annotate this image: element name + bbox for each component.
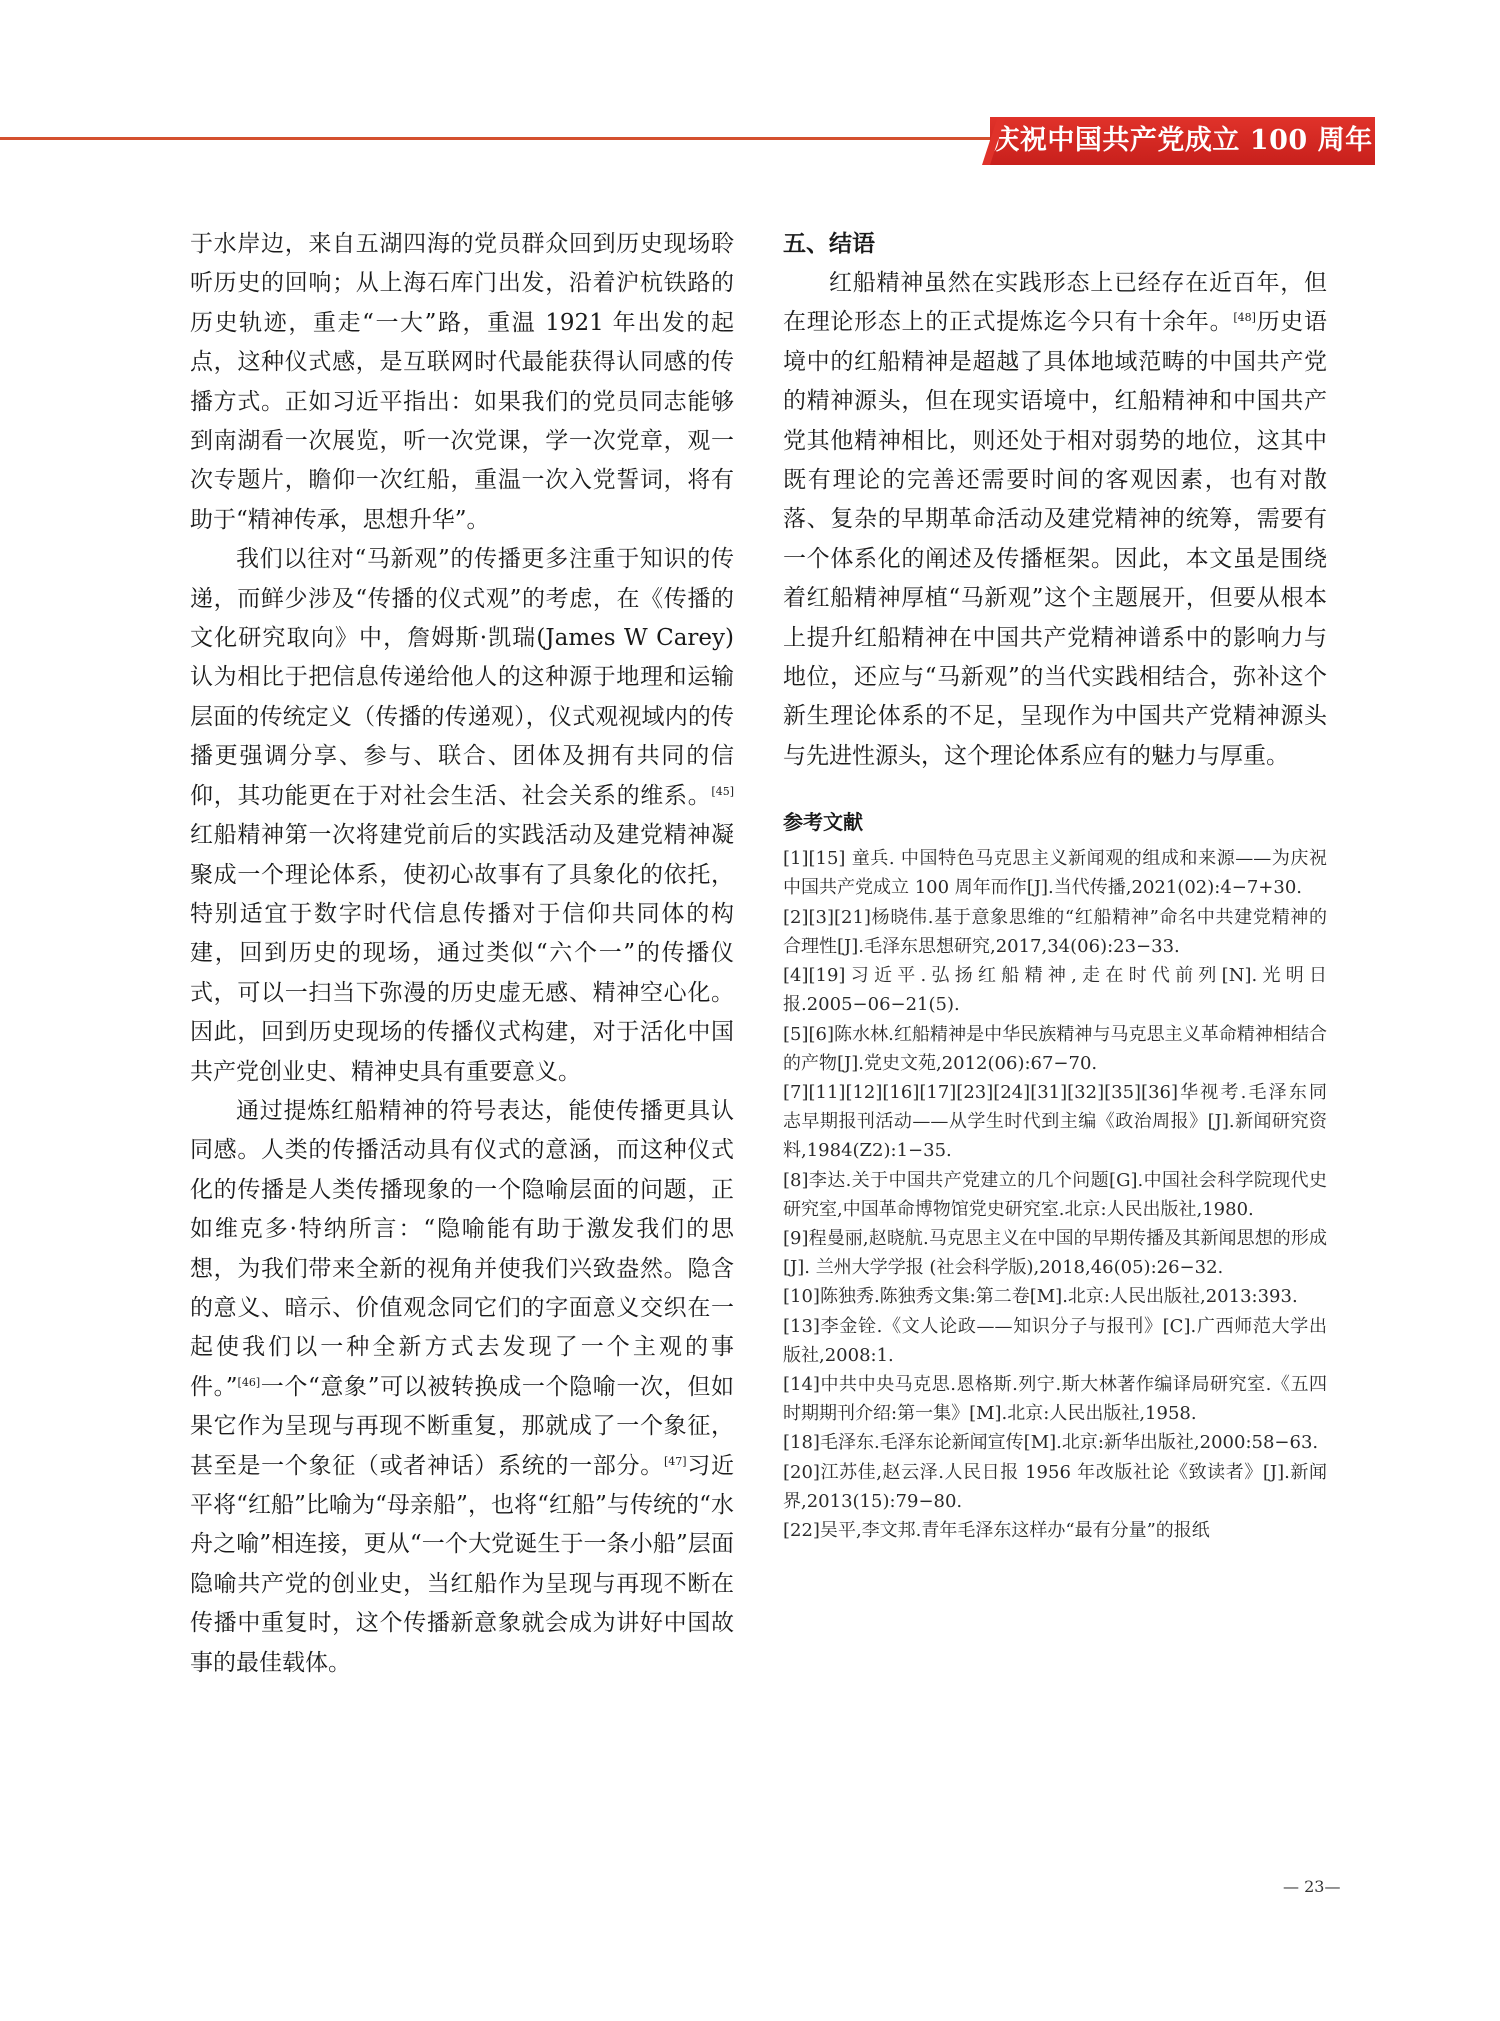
reference-item: [1][15] 童兵. 中国特色马克思主义新闻观的组成和来源——为庆祝中国共产党成立 100 周年而作[J].当代传播,2021(02):4−7+30. <box>783 848 1327 899</box>
reference-item: [8]李达.关于中国共产党建立的几个问题[G].中国社会科学院现代史研究室,中国革命博物馆党史研究室.北京:人民出版社,1980. <box>783 1169 1327 1220</box>
reference-item: [10]陈独秀.陈独秀文集:第二卷[M].北京:人民出版社,2013:393. <box>783 1286 1298 1308</box>
reference-item: [13]李金铨.《文人论政——知识分子与报刊》[C].广西师范大学出版社,2008:1. <box>783 1315 1327 1366</box>
reference-item: [20]江苏佳,赵云泽.人民日报 1956 年改版社论《致读者》[J].新闻界,2013(15):79−80. <box>783 1461 1327 1512</box>
reference-item: [18]毛泽东.毛泽东论新闻宣传[M].北京:新华出版社,2000:58−63. <box>783 1432 1319 1454</box>
references-title: 参考文献 <box>783 810 863 835</box>
page-number: — 23— <box>1283 1877 1341 1896</box>
reference-item: [14]中共中央马克思.恩格斯.列宁.斯大林著作编译局研究室.《五四时期期刊介绍:第一集》[M].北京:人民出版社,1958. <box>783 1373 1327 1425</box>
text-run: 我们以往对“马新观”的传播更多注重于知识的传递，而鲜少涉及“传播的仪式观”的考虑，在《传播的文化研究取向》中，詹姆斯·凯瑞(James W Carey) 认为相比于把信息传递给他人的这种源于地理和运输层面的传统定义（传播的传递观），仪式观视域内的传播更强调分享、参与、联合、团体及拥有共同的信仰，其功能更在于对社会生活、社会关系的维系。 <box>190 546 734 809</box>
paragraph <box>190 540 734 1092</box>
header-rule <box>0 137 1000 140</box>
text-run: 历史语境中的红船精神是超越了具体地域范畴的中国共产党的精神源头，但在现实语境中，红船精神和中国共产党其他精神相比，则还处于相对弱势的地位，这其中既有理论的完善还需要时间的客观因素，也有对散落、复杂的早期革命活动及建党精神的统筹，需要有一个体系化的阐述及传播框架。因此，本文虽是围绕着红船精神厚植“马新观”这个主题展开，但要从根本上提升红船精神在中国共产党精神谱系中的影响力与地位，还应与“马新观”的当代实践相结合，弥补这个新生理论体系的不足，呈现作为中国共产党精神源头与先进性源头，这个理论体系应有的魅力与厚重。 <box>783 309 1328 769</box>
references-list <box>783 844 1327 1545</box>
text-run: 红船精神虽然在实践形态上已经存在近百年，但在理论形态上的正式提炼迄今只有十余年。 <box>783 270 1327 336</box>
paragraph <box>190 1092 734 1683</box>
reference-item: [5][6]陈水林.红船精神是中华民族精神与马克思主义革命精神相结合的产物[J].党史文苑,2012(06):67−70. <box>783 1023 1327 1074</box>
reference-item: [7][11][12][16][17][23][24][31][32][35][36]华视考.毛泽东同志早期报刊活动——从学生时代到主编《政治周报》[J].新闻研究资料,1984(Z2):1−35. <box>783 1081 1327 1162</box>
paragraph: 于水岸边，来自五湖四海的党员群众回到历史现场聆听历史的回响；从上海石库门出发，沿着沪杭铁路的历史轨迹，重走“一大”路，重温 1921 年出发的起点，这种仪式感，是互联网时代最能获得认同感的传播方式。正如习近平指出：如果我们的党员同志能够到南湖看一次展览，听一次党课，学一次党章，观一次专题片，瞻仰一次红船，重温一次入党誓词，将有助于“精神传承，思想升华”。 <box>190 231 734 533</box>
citation-mark: [47] <box>664 1454 687 1468</box>
reference-item: [2][3][21]杨晓伟.基于意象思维的“红船精神”命名中共建党精神的合理性[J].毛泽东思想研究,2017,34(06):23−33. <box>783 906 1327 957</box>
paragraph <box>783 264 1327 776</box>
reference-item: [22]吴平,李文邦.青年毛泽东这样办“最有分量”的报纸 <box>783 1519 1210 1541</box>
text-run: 一个“意象”可以被转换成一个隐喻一次，但如果它作为呈现与再现不断重复，那就成了一个象征，甚至是一个象征（或者神话）系统的一部分。 <box>190 1373 734 1479</box>
left-column <box>190 225 734 1683</box>
text-run: 红船精神第一次将建党前后的实践活动及建党精神凝聚成一个理论体系，使初心故事有了具象化的依托，特别适宜于数字时代信息传播对于信仰共同体的构建，回到历史的现场，通过类似“六个一”的传播仪式，可以一扫当下弥漫的历史虚无感、精神空心化。因此，回到历史现场的传播仪式构建，对于活化中国共产党创业史、精神史具有重要意义。 <box>190 822 734 1085</box>
citation-mark: [45] <box>711 784 734 798</box>
citation-mark: [46] <box>237 1375 261 1389</box>
text-run: 通过提炼红船精神的符号表达，能使传播更具认同感。人类的传播活动具有仪式的意涵，而这种仪式化的传播是人类传播现象的一个隐喻层面的问题，正如维克多·特纳所言：“隐喻能有助于激发我们的思想，为我们带来全新的视角并使我们兴致盎然。隐含的意义、暗示、价值观念同它们的字面意义交织在一起使我们以一种全新方式去发现了一个主观的事件。” <box>190 1097 734 1400</box>
right-column <box>783 225 1327 1545</box>
text-run: 习近平将“红船”比喻为“母亲船”，也将“红船”与传统的“水舟之喻”相连接，更从“一个大党诞生于一条小船”层面隐喻共产党的创业史，当红船作为呈现与再现不断在传播中重复时，这个传播新意象就会成为讲好中国故事的最佳载体。 <box>190 1452 735 1676</box>
reference-item: [4][19]习近平.弘扬红船精神,走在时代前列[N].光明日报.2005−06−21(5). <box>783 965 1327 1016</box>
reference-item: [9]程曼丽,赵晓航.马克思主义在中国的早期传播及其新闻思想的形成 [J]. 兰州大学学报 (社会科学版),2018,46(05):26−32. <box>783 1227 1327 1279</box>
header-banner: 庆祝中国共产党成立 100 周年 <box>990 117 1375 165</box>
section-title: 五、结语 <box>783 231 875 257</box>
citation-mark: [48] <box>1233 311 1256 325</box>
